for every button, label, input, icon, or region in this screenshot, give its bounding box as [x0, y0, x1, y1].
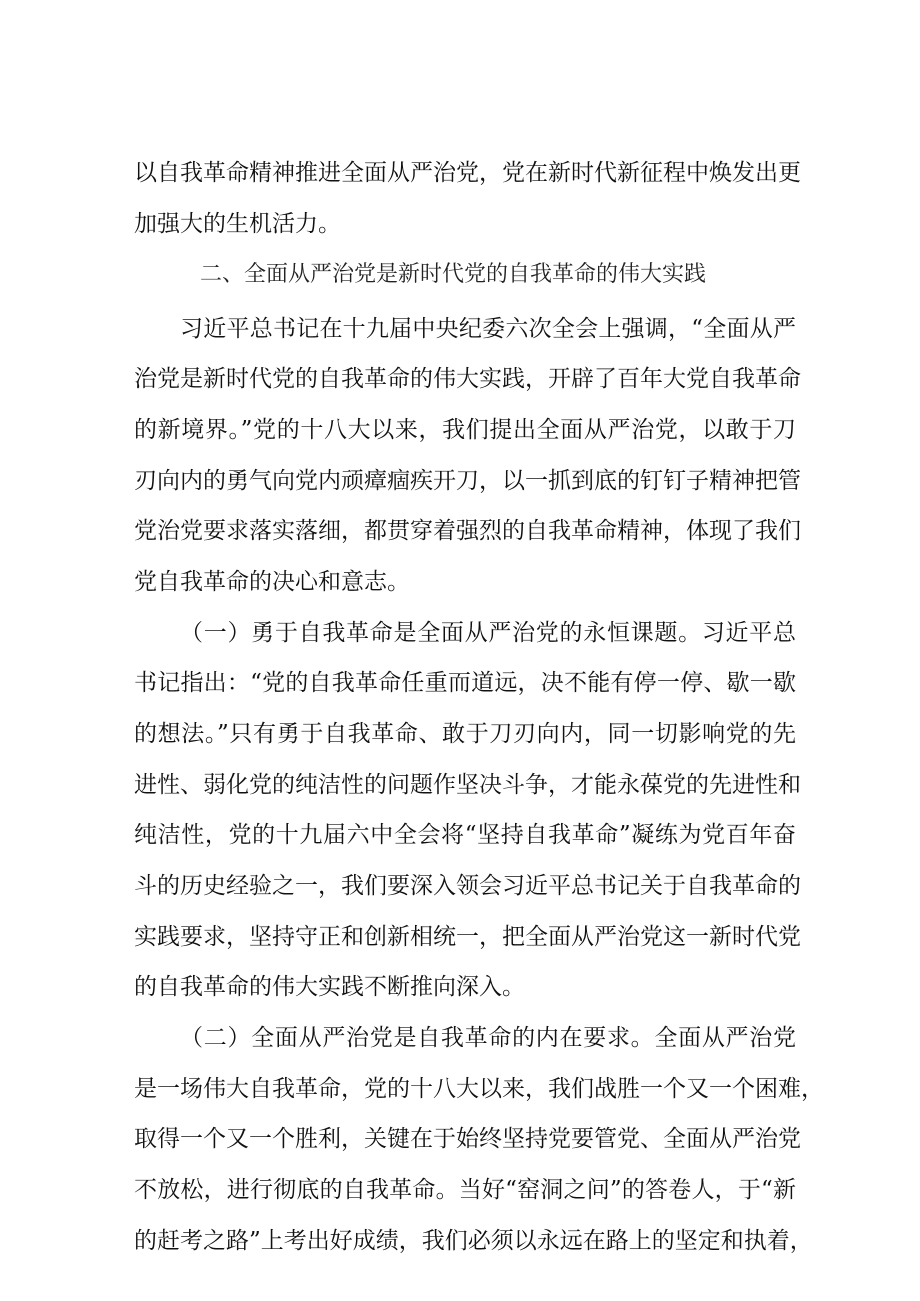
paragraph-line: 取得一个又一个胜利，关键在于始终坚持党要管党、全面从严治党 [134, 1126, 801, 1152]
paragraph-line: 进性、弱化党的纯洁性的问题作坚决斗争，才能永葆党的先进性和 [134, 772, 801, 798]
paragraph-line: 的想法。”只有勇于自我革命、敢于刀刃向内，同一切影响党的先 [134, 721, 796, 747]
paragraph-line: 不放松，进行彻底的自我革命。当好“窑洞之问”的答卷人，于“新 [134, 1177, 796, 1203]
paragraph-line: （一）勇于自我革命是全面从严治党的永恒课题。习近平总 [180, 620, 796, 646]
paragraph-line: 党自我革命的决心和意志。 [134, 569, 410, 595]
paragraph-line: 刃向内的勇气向党内顽瘴痼疾开刀，以一抓到底的钉钉子精神把管 [134, 468, 801, 494]
paragraph-line: 的赶考之路”上考出好成绩，我们必须以永远在路上的坚定和执着， [134, 1228, 813, 1254]
paragraph-line: 的新境界。”党的十八大以来，我们提出全面从严治党，以敢于刀 [134, 417, 796, 443]
paragraph-line: 的自我革命的伟大实践不断推向深入。 [134, 974, 525, 1000]
paragraph-line: 加强大的生机活力。 [134, 211, 341, 237]
paragraph-line: 书记指出：“党的自我革命任重而道远，决不能有停一停、歇一歇 [134, 670, 796, 696]
paragraph-line: 党治党要求落实落细，都贯穿着强烈的自我革命精神，体现了我们 [134, 518, 801, 544]
paragraph-line: 纯洁性，党的十九届六中全会将“坚持自我革命”凝练为党百年奋 [134, 822, 796, 848]
section-heading: 二、全面从严治党是新时代党的自我革命的伟大实践 [200, 262, 707, 287]
paragraph-line: 实践要求，坚持守正和创新相统一，把全面从严治党这一新时代党 [134, 924, 801, 950]
paragraph-line: 治党是新时代党的自我革命的伟大实践，开辟了百年大党自我革命 [134, 366, 801, 392]
paragraph-line: 以自我革命精神推进全面从严治党，党在新时代新征程中焕发出更 [134, 160, 801, 186]
paragraph-line: 习近平总书记在十九届中央纪委六次全会上强调，“全面从严 [180, 316, 796, 342]
paragraph-line: （二）全面从严治党是自我革命的内在要求。全面从严治党 [180, 1025, 796, 1051]
paragraph-line: 是一场伟大自我革命，党的十八大以来，我们战胜一个又一个困难， [134, 1076, 824, 1102]
paragraph-line: 斗的历史经验之一，我们要深入领会习近平总书记关于自我革命的 [134, 873, 801, 899]
